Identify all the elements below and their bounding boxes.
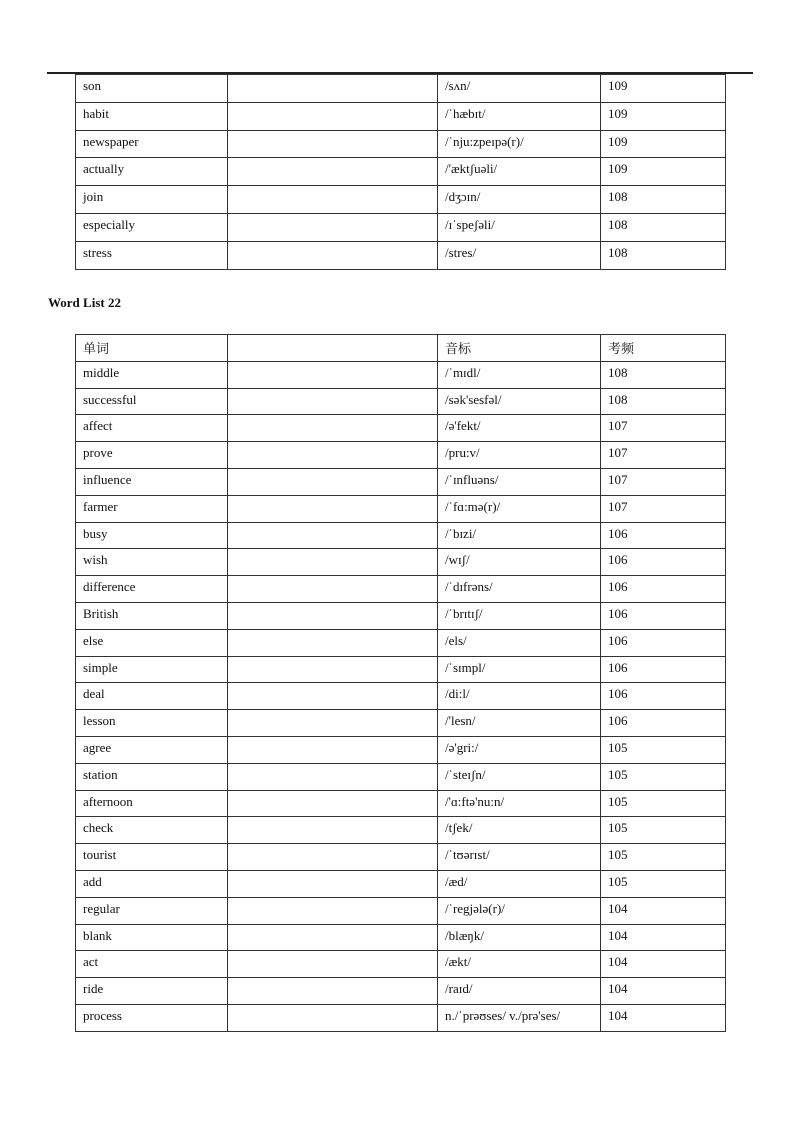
phonetic-cell: /ˈnju:zpeɪpə(r)/	[438, 130, 601, 158]
word-cell: add	[76, 870, 228, 897]
word-table-continued	[75, 74, 726, 270]
table-row	[76, 388, 726, 415]
table-row	[76, 763, 726, 790]
phonetic-cell: /ə'fekt/	[438, 415, 601, 442]
frequency-cell: 106	[601, 549, 726, 576]
blank-cell	[228, 213, 438, 241]
frequency-cell: 109	[601, 102, 726, 130]
frequency-cell: 109	[601, 75, 726, 103]
phonetic-cell: /tʃek/	[438, 817, 601, 844]
table-row	[76, 186, 726, 214]
table-row	[76, 817, 726, 844]
word-cell: afternoon	[76, 790, 228, 817]
table-row	[76, 710, 726, 737]
word-cell: check	[76, 817, 228, 844]
word-cell: stress	[76, 241, 228, 269]
word-cell: farmer	[76, 495, 228, 522]
phonetic-cell: /'lesn/	[438, 710, 601, 737]
table-row	[76, 442, 726, 469]
phonetic-cell: /stres/	[438, 241, 601, 269]
phonetic-cell: /els/	[438, 629, 601, 656]
table-row	[76, 629, 726, 656]
table-row	[76, 683, 726, 710]
table-row	[76, 656, 726, 683]
word-cell: regular	[76, 897, 228, 924]
frequency-cell: 104	[601, 1004, 726, 1031]
word-cell: actually	[76, 158, 228, 186]
word-cell: station	[76, 763, 228, 790]
frequency-cell: 107	[601, 495, 726, 522]
phonetic-cell: /ˈtʊərɪst/	[438, 844, 601, 871]
frequency-cell: 108	[601, 361, 726, 388]
blank-cell	[228, 495, 438, 522]
blank-cell	[228, 549, 438, 576]
frequency-cell: 107	[601, 442, 726, 469]
frequency-cell: 104	[601, 978, 726, 1005]
frequency-cell: 108	[601, 388, 726, 415]
table-row	[76, 241, 726, 269]
blank-cell	[228, 158, 438, 186]
table-row	[76, 495, 726, 522]
phonetic-cell: /ˈsteɪʃn/	[438, 763, 601, 790]
word-cell: successful	[76, 388, 228, 415]
word-cell: British	[76, 602, 228, 629]
blank-cell	[228, 468, 438, 495]
phonetic-cell: /ˈbɪzi/	[438, 522, 601, 549]
table-row	[76, 415, 726, 442]
table-row	[76, 522, 726, 549]
table-row	[76, 844, 726, 871]
frequency-cell: 106	[601, 656, 726, 683]
frequency-cell: 105	[601, 790, 726, 817]
phonetic-cell: /dʒɔɪn/	[438, 186, 601, 214]
blank-cell	[228, 522, 438, 549]
frequency-cell: 109	[601, 158, 726, 186]
phonetic-cell: /ˈmɪdl/	[438, 361, 601, 388]
blank-cell	[228, 790, 438, 817]
frequency-cell: 105	[601, 844, 726, 871]
frequency-cell: 106	[601, 629, 726, 656]
phonetic-cell: /'ɑ:ftə'nu:n/	[438, 790, 601, 817]
word-cell: especially	[76, 213, 228, 241]
header-frequency: 考频	[601, 335, 726, 362]
table-row	[76, 924, 726, 951]
phonetic-cell: /ɪˈspeʃəli/	[438, 213, 601, 241]
blank-cell	[228, 736, 438, 763]
phonetic-cell: /'æktʃuəli/	[438, 158, 601, 186]
blank-cell	[228, 388, 438, 415]
frequency-cell: 108	[601, 213, 726, 241]
word-cell: habit	[76, 102, 228, 130]
blank-cell	[228, 186, 438, 214]
word-cell: affect	[76, 415, 228, 442]
word-cell: act	[76, 951, 228, 978]
table-row	[76, 213, 726, 241]
blank-cell	[228, 656, 438, 683]
table-row	[76, 130, 726, 158]
frequency-cell: 105	[601, 870, 726, 897]
frequency-cell: 105	[601, 817, 726, 844]
blank-cell	[228, 442, 438, 469]
blank-cell	[228, 75, 438, 103]
blank-cell	[228, 361, 438, 388]
blank-cell	[228, 102, 438, 130]
table-row	[76, 549, 726, 576]
blank-cell	[228, 683, 438, 710]
phonetic-cell: /æd/	[438, 870, 601, 897]
word-cell: agree	[76, 736, 228, 763]
word-table-22	[75, 334, 726, 1032]
table-row	[76, 978, 726, 1005]
header-blank	[228, 335, 438, 362]
table-row	[76, 468, 726, 495]
word-cell: deal	[76, 683, 228, 710]
blank-cell	[228, 130, 438, 158]
table-row	[76, 602, 726, 629]
word-cell: difference	[76, 576, 228, 603]
phonetic-cell: /blæŋk/	[438, 924, 601, 951]
word-cell: busy	[76, 522, 228, 549]
table-row	[76, 870, 726, 897]
phonetic-cell: /ˈbrɪtɪʃ/	[438, 602, 601, 629]
word-cell: lesson	[76, 710, 228, 737]
phonetic-cell: n./ˈprəʊses/ v./prə'ses/	[438, 1004, 601, 1031]
phonetic-cell: /ˈhæbɪt/	[438, 102, 601, 130]
blank-cell	[228, 415, 438, 442]
frequency-cell: 106	[601, 710, 726, 737]
word-cell: influence	[76, 468, 228, 495]
word-cell: process	[76, 1004, 228, 1031]
frequency-cell: 105	[601, 763, 726, 790]
frequency-cell: 104	[601, 897, 726, 924]
phonetic-cell: /ˈsɪmpl/	[438, 656, 601, 683]
header-phonetic: 音标	[438, 335, 601, 362]
blank-cell	[228, 763, 438, 790]
phonetic-cell: /wɪʃ/	[438, 549, 601, 576]
word-cell: prove	[76, 442, 228, 469]
blank-cell	[228, 870, 438, 897]
table-row	[76, 790, 726, 817]
frequency-cell: 106	[601, 522, 726, 549]
frequency-cell: 106	[601, 602, 726, 629]
word-cell: join	[76, 186, 228, 214]
table-row	[76, 736, 726, 763]
word-cell: blank	[76, 924, 228, 951]
blank-cell	[228, 576, 438, 603]
table-row	[76, 102, 726, 130]
blank-cell	[228, 710, 438, 737]
word-cell: middle	[76, 361, 228, 388]
table-row	[76, 576, 726, 603]
table-header-row	[76, 335, 726, 362]
phonetic-cell: /sək'sesfəl/	[438, 388, 601, 415]
frequency-cell: 107	[601, 415, 726, 442]
phonetic-cell: /pru:v/	[438, 442, 601, 469]
table-row	[76, 897, 726, 924]
blank-cell	[228, 844, 438, 871]
blank-cell	[228, 924, 438, 951]
table-row	[76, 951, 726, 978]
frequency-cell: 106	[601, 576, 726, 603]
phonetic-cell: /ə'gri:/	[438, 736, 601, 763]
table-row	[76, 361, 726, 388]
blank-cell	[228, 978, 438, 1005]
word-cell: wish	[76, 549, 228, 576]
table-row	[76, 158, 726, 186]
word-cell: ride	[76, 978, 228, 1005]
blank-cell	[228, 629, 438, 656]
blank-cell	[228, 1004, 438, 1031]
word-cell: tourist	[76, 844, 228, 871]
frequency-cell: 109	[601, 130, 726, 158]
frequency-cell: 104	[601, 924, 726, 951]
phonetic-cell: /raɪd/	[438, 978, 601, 1005]
frequency-cell: 106	[601, 683, 726, 710]
frequency-cell: 105	[601, 736, 726, 763]
word-cell: newspaper	[76, 130, 228, 158]
frequency-cell: 107	[601, 468, 726, 495]
phonetic-cell: /ˈregjələ(r)/	[438, 897, 601, 924]
phonetic-cell: /ˈfɑ:mə(r)/	[438, 495, 601, 522]
frequency-cell: 108	[601, 186, 726, 214]
phonetic-cell: /ˈdɪfrəns/	[438, 576, 601, 603]
table-row	[76, 75, 726, 103]
phonetic-cell: /ækt/	[438, 951, 601, 978]
phonetic-cell: /ˈɪnfluəns/	[438, 468, 601, 495]
section-heading: Word List 22	[48, 295, 121, 310]
blank-cell	[228, 241, 438, 269]
phonetic-cell: /di:l/	[438, 683, 601, 710]
word-cell: else	[76, 629, 228, 656]
blank-cell	[228, 951, 438, 978]
blank-cell	[228, 817, 438, 844]
word-cell: son	[76, 75, 228, 103]
blank-cell	[228, 897, 438, 924]
frequency-cell: 108	[601, 241, 726, 269]
table-row	[76, 1004, 726, 1031]
frequency-cell: 104	[601, 951, 726, 978]
header-word: 单词	[76, 335, 228, 362]
word-cell: simple	[76, 656, 228, 683]
phonetic-cell: /sʌn/	[438, 75, 601, 103]
blank-cell	[228, 602, 438, 629]
